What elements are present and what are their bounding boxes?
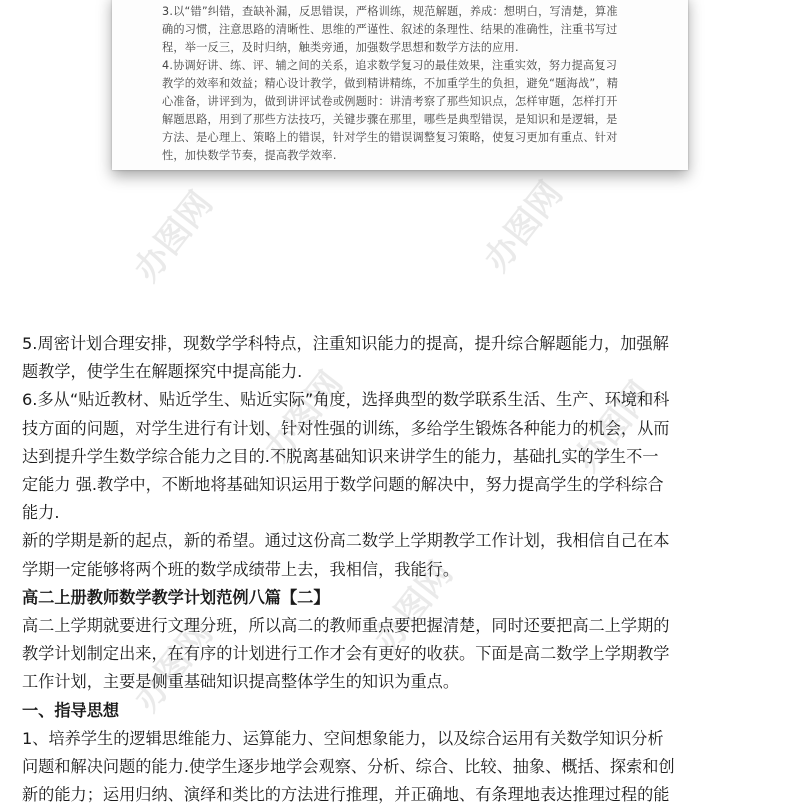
paper-text [162, 0, 638, 170]
watermark-text: 办图网 [256, 364, 351, 470]
watermark-text: 办图网 [126, 614, 221, 720]
paragraph-line: 5.周密计划合理安排，现数学学科特点，注重知识能力的提高，提升综合解题能力，加强解 [22, 334, 669, 353]
paragraph-line: 教学计划制定出来，在有序的计划进行工作才会有更好的收获。下面是高二数学上学期教学 [22, 644, 670, 664]
paper-line: 性，加快数学节奏，提高教学效率. [162, 149, 337, 162]
paper-line: 心准备，讲评到为，做到讲评试卷或例题时：讲清考察了那些知识点，怎样审题，怎样打开 [162, 95, 618, 108]
top-image-area [0, 0, 800, 290]
paragraph-line: 技方面的问题，对学生进行有计划、针对性强的训练，多给学生锻炼各种能力的机会，从而 [22, 418, 670, 438]
paragraph-line: 题教学，使学生在解题探究中提高能力. [22, 362, 303, 382]
section-heading: 一、指导思想 [22, 700, 120, 720]
paragraph-line: 高二上学期就要进行文理分班，所以高二的教师重点要把握清楚，同时还要把高二上学期的 [22, 616, 670, 636]
paper-line: 程，举一反三，及时归纳，触类旁通，加强数学思想和数学方法的应用. [162, 41, 519, 54]
paragraph-line: 6.多从“贴近教材、贴近学生、贴近实际”角度，选择典型的数学联系生活、生产、环境和科 [22, 390, 670, 410]
paper-line: 解题思路，用到了那些方法技巧，关键步骤在那里，哪些是典型错误，是知识和是逻辑，是 [162, 113, 618, 126]
paragraph-line: 能力. [22, 503, 60, 523]
paper-line: 教学的效率和效益；精心设计教学，做到精讲精练，不加重学生的负担，避免“题海战”，精 [162, 77, 619, 90]
paragraph-line: 达到提升学生数学综合能力之目的.不脱离基础知识来讲学生的能力，基础扎实的学生不一 [22, 446, 659, 466]
paper-line: 确的习惯，注意思路的清晰性、思维的严谨性、叙述的条理性、结果的准确性，注重书写过 [162, 23, 618, 36]
paragraph-line: 1、培养学生的逻辑思维能力、运算能力、空间想象能力，以及综合运用有关数学知识分析 [22, 728, 664, 748]
paragraph-line: 新的学期是新的起点，新的希望。通过这份高二数学上学期教学工作计划，我相信自己在本 [22, 531, 670, 551]
section-heading: 高二上册教师数学教学计划范例八篇【二】 [22, 587, 330, 607]
watermark-text: 办图网 [366, 554, 461, 660]
paragraph-line: 问题和解决问题的能力.使学生逐步地学会观察、分析、综合、比较、抽象、概括、探索和创 [22, 757, 675, 777]
paper-line: 3.以“错”纠错，查缺补漏，反思错误，严格训练，规范解题，养成：想明白，写清楚，算准 [162, 5, 618, 18]
paper-line: 4.协调好讲、练、评、辅之间的关系，追求数学复习的最佳效果，注重实效，努力提高复习 [162, 59, 618, 72]
document-body [22, 330, 780, 809]
watermark-text: 办图网 [126, 184, 221, 290]
watermark-text: 办图网 [566, 374, 661, 480]
paragraph-line: 新的能力；运用归纳、演绎和类比的方法进行推理，并正确地、有条理地表达推理过程的能 [22, 785, 670, 805]
paragraph-line: 学期一定能够将两个班的数学成绩带上去，我相信，我能行。 [22, 559, 460, 579]
scanned-paper-card [112, 0, 688, 170]
paragraph-line: 工作计划，主要是侧重基础知识提高整体学生的知识为重点。 [22, 672, 460, 692]
paper-line: 方法、是心理上、策略上的错误，针对学生的错误调整复习策略，使复习更加有重点、针对 [162, 131, 618, 144]
paragraph-line: 定能力 强.教学中，不断地将基础知识运用于数学问题的解决中，努力提高学生的学科综合 [22, 475, 664, 495]
watermark-text: 办图网 [476, 174, 571, 280]
